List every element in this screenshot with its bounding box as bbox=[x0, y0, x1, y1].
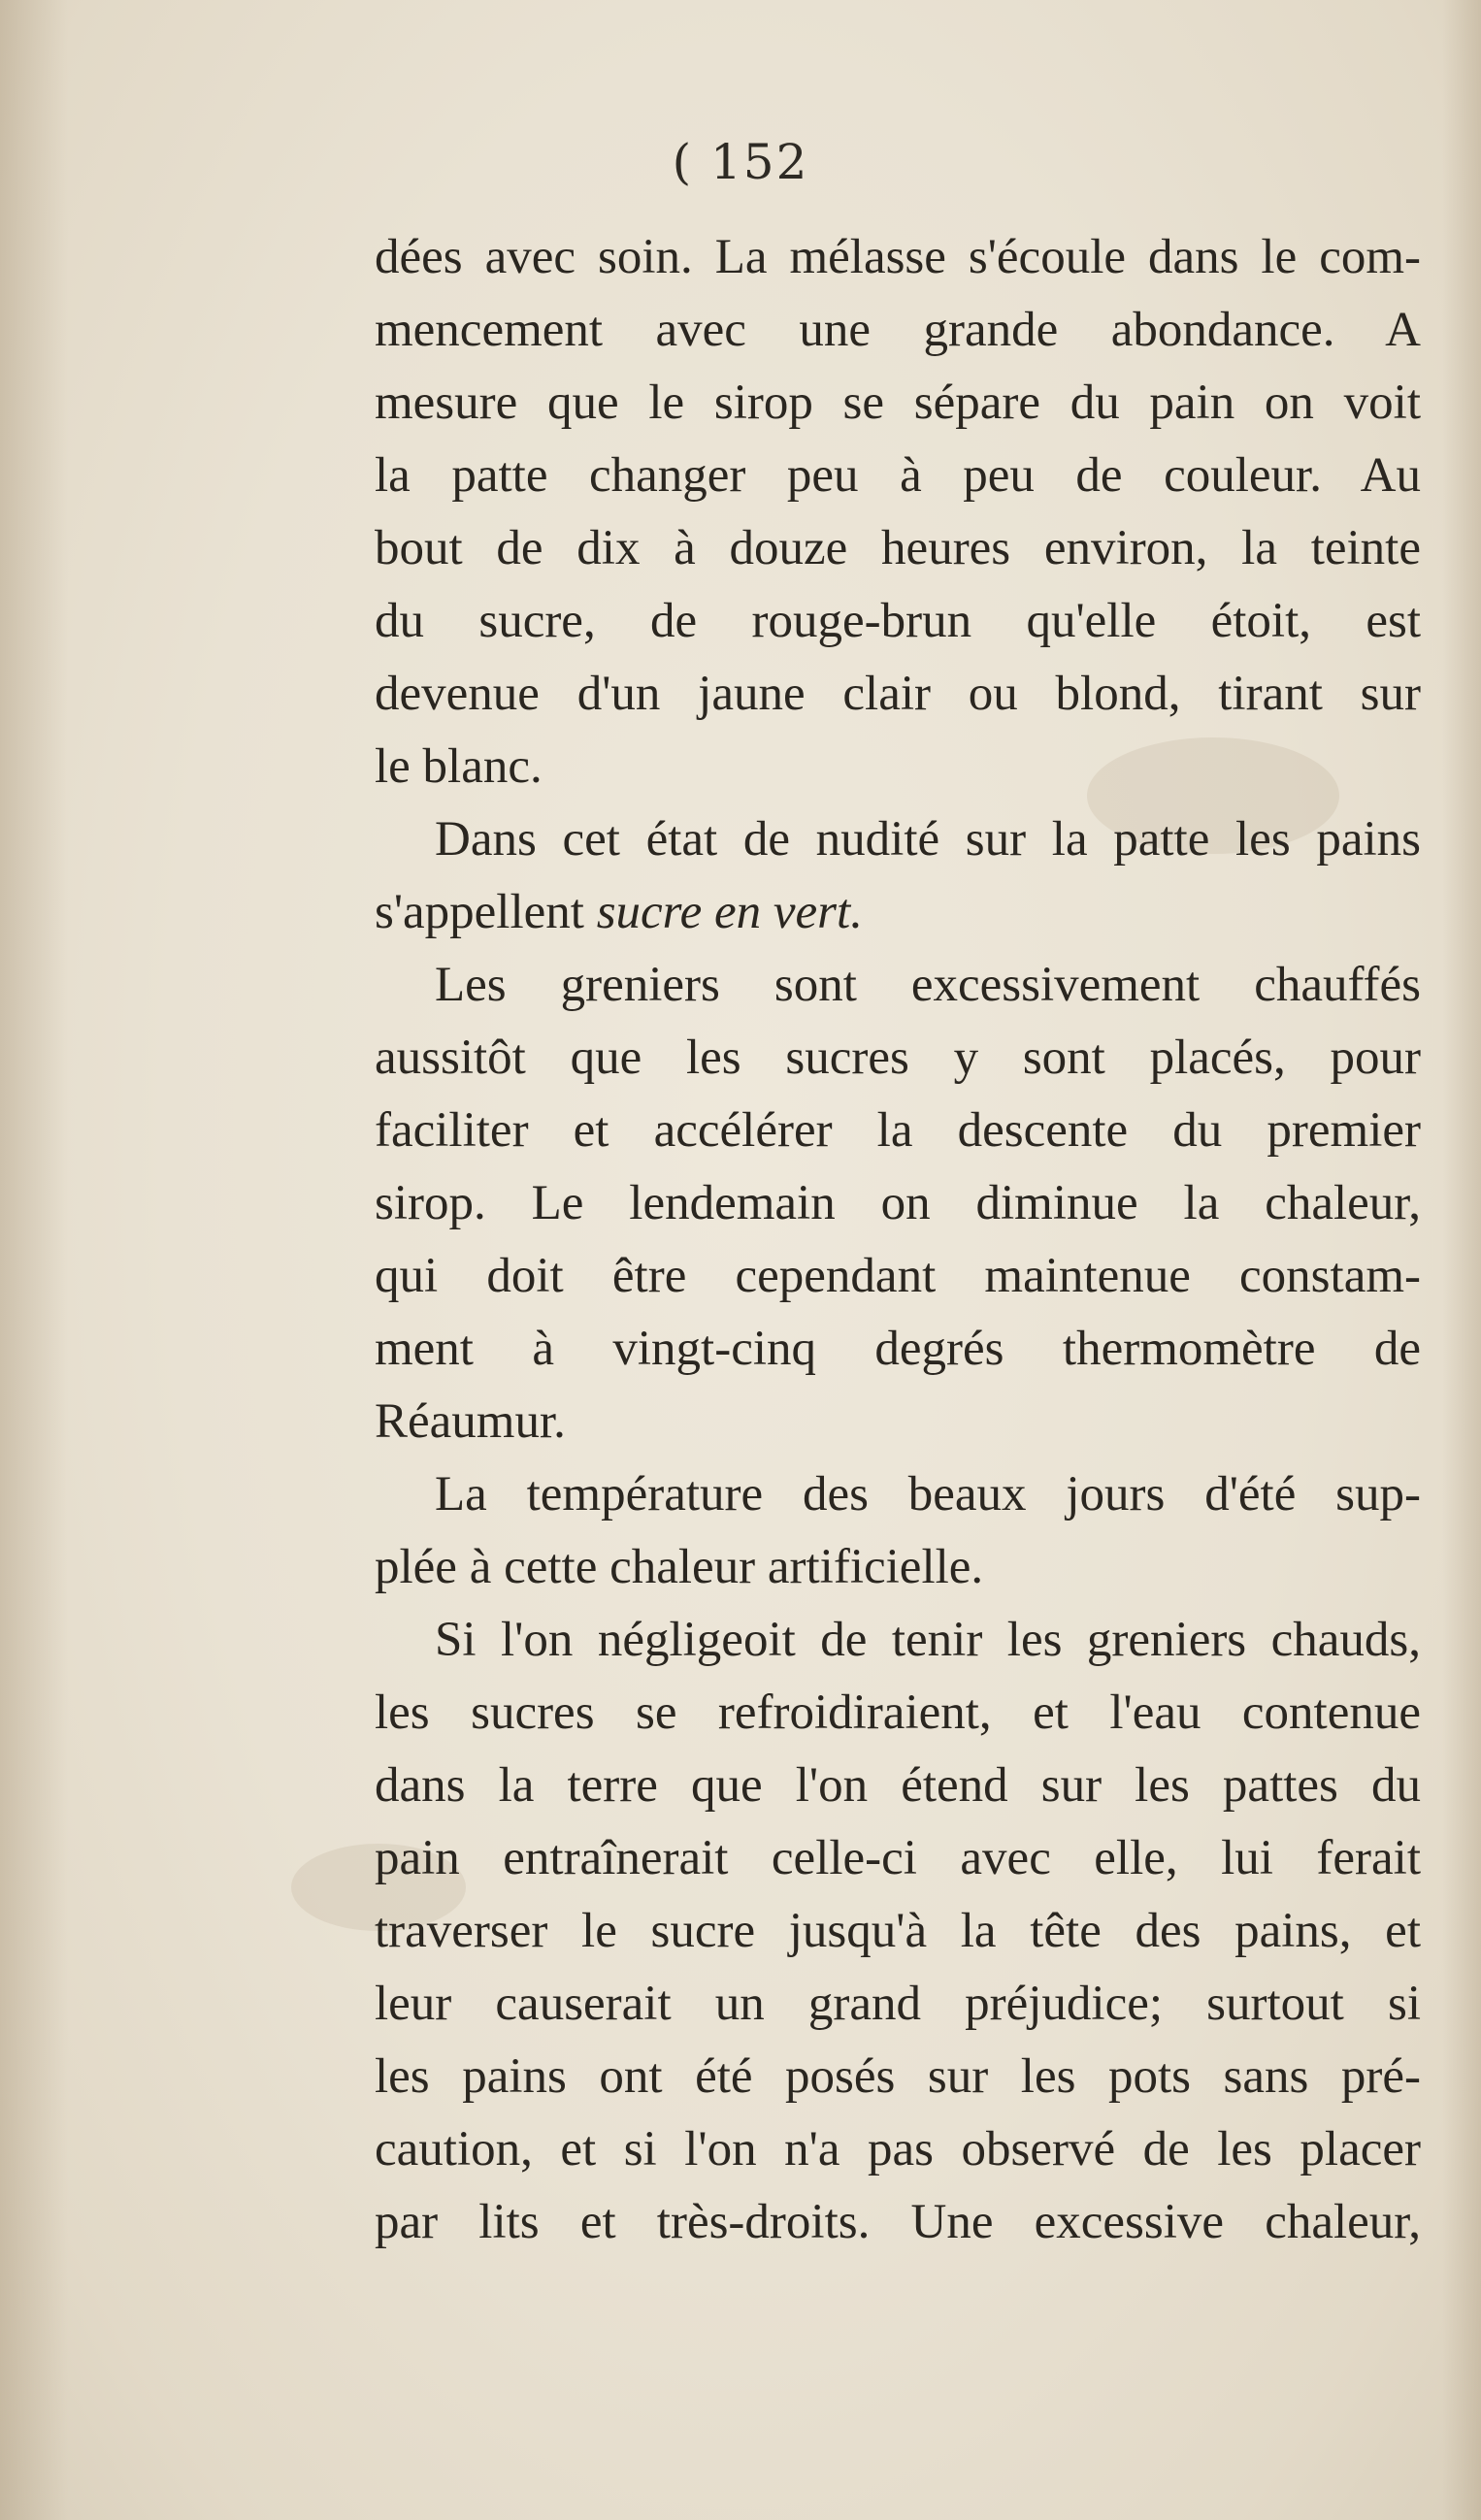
text-line: Si l'on négligeoit de tenir les greniers chauds, bbox=[435, 1613, 1421, 1667]
text-line: la patte changer peu à peu de couleur. Au bbox=[375, 448, 1421, 503]
text-line: leur causerait un grand préjudice; surtout si bbox=[375, 1977, 1421, 2031]
page-edge-shade bbox=[1442, 0, 1481, 2520]
text-line: caution, et si l'on n'a pas observé de les placer bbox=[375, 2122, 1421, 2176]
text-line: Dans cet état de nudité sur la patte les pains bbox=[435, 812, 1421, 867]
page-number-header: ( 152 bbox=[672, 134, 809, 190]
text-line: mencement avec une grande abondance. A bbox=[375, 303, 1421, 357]
text-line: ment à vingt-cinq degrés thermomètre de bbox=[375, 1322, 1421, 1376]
text-line: Les greniers sont excessivement chauffés bbox=[435, 958, 1421, 1012]
text-line: devenue d'un jaune clair ou blond, tirant sur bbox=[375, 667, 1421, 721]
text-line: traverser le sucre jusqu'à la tête des pains, et bbox=[375, 1904, 1421, 1958]
text-line: par lits et très-droits. Une excessive chaleur, bbox=[375, 2195, 1421, 2249]
text-line: dans la terre que l'on étend sur les pattes du bbox=[375, 1758, 1421, 1813]
text-line: qui doit être cependant maintenue constam- bbox=[375, 1249, 1421, 1303]
text-line: les pains ont été posés sur les pots sans pré- bbox=[375, 2049, 1421, 2104]
text-line bbox=[375, 876, 1421, 949]
text-line: le blanc. bbox=[375, 739, 543, 794]
italic-term: sucre en vert. bbox=[596, 885, 863, 939]
text-line: du sucre, de rouge-brun qu'elle étoit, est bbox=[375, 594, 1421, 648]
text-line: plée à cette chaleur artificielle. bbox=[375, 1540, 984, 1594]
text-line: mesure que le sirop se sépare du pain on voit bbox=[375, 376, 1421, 430]
body-text bbox=[375, 221, 1421, 2259]
text-line: La température des beaux jours d'été sup- bbox=[435, 1467, 1421, 1522]
text-fragment: s'appellent bbox=[375, 885, 597, 939]
page-gutter-shade bbox=[0, 0, 68, 2520]
text-line: aussitôt que les sucres y sont placés, pour bbox=[375, 1031, 1421, 1085]
text-line: Réaumur. bbox=[375, 1394, 566, 1449]
text-line: dées avec soin. La mélasse s'écoule dans le com- bbox=[375, 230, 1421, 284]
text-line: les sucres se refroidiraient, et l'eau contenue bbox=[375, 1685, 1421, 1740]
text-line: bout de dix à douze heures environ, la teinte bbox=[375, 521, 1421, 575]
text-line: sirop. Le lendemain on diminue la chaleur, bbox=[375, 1176, 1421, 1230]
text-line: faciliter et accélérer la descente du premier bbox=[375, 1103, 1421, 1158]
text-line: pain entraînerait celle-ci avec elle, lui ferait bbox=[375, 1831, 1421, 1885]
